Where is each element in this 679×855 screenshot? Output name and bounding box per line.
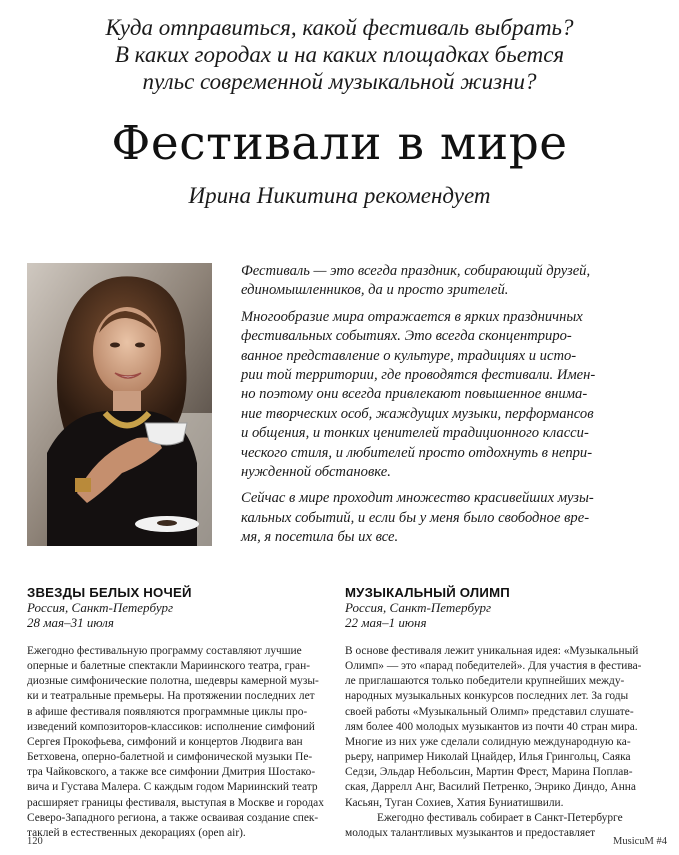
festival-line: в афише фестиваля появляются программные циклы про-: [27, 705, 308, 718]
intro-line: ческого стиля, и любителей просто отдохнуть в непри-: [241, 444, 593, 461]
festival-line: Сергея Прокофьева, симфоний и концертов Людвига ван: [27, 735, 303, 748]
lead-line: пульс современной музыкальной жизни?: [142, 69, 537, 94]
festival-description: [345, 644, 667, 841]
intro-paragraph: [241, 489, 666, 547]
festival-line: диозные симфонические полотна, шедевры камерной музы-: [27, 675, 319, 688]
lead-line: В каких городах и на каких площадках бьется: [114, 42, 565, 67]
festival-location: Россия, Санкт-Петербург: [345, 600, 492, 615]
intro-line: фестивальных событиях. Это всегда сконцентриро-: [241, 328, 572, 345]
festival-location: Россия, Санкт-Петербург: [27, 600, 174, 615]
intro-text: [241, 262, 666, 555]
festival-line: Ежегодно фестивальную программу составляют лучшие: [27, 645, 302, 657]
intro-line: Сейчас в мире проходит множество красивейших музы-: [241, 490, 594, 507]
intro-line: но поэтому они всегда привлекают повышенное внима-: [241, 386, 588, 403]
intro-paragraph: [241, 308, 666, 483]
intro-line: Многообразие мира отражается в ярких праздничных: [241, 308, 583, 325]
festival-description: [27, 644, 337, 841]
festival-line: своей работы «Музыкальный Олимп» представил слушате-: [345, 705, 634, 718]
festival-dates: 28 мая–31 июля: [27, 615, 114, 630]
intro-line: кальных событий, и если бы у меня было свободное вре-: [241, 509, 590, 526]
intro-line: мя, я посетила бы их все.: [241, 529, 399, 546]
festival-line: Касьян, Туган Сохиев, Хатия Буниатишвили.: [345, 796, 564, 809]
lead-line: Куда отправиться, какой фестиваль выбрать?: [105, 15, 574, 40]
author-photo: [27, 263, 212, 546]
festival-line: вича и Густава Малера. С каждым годом Мариинский театр: [27, 781, 318, 794]
intro-line: ванное представление о культуре, традициях и исто-: [241, 347, 577, 364]
festival-name: МУЗЫКАЛЬНЫЙ ОЛИМП: [345, 585, 510, 600]
page-number: 120: [27, 836, 43, 847]
festival-line: изведений композиторов-классиков: исполнение симфоний: [27, 720, 315, 733]
festival-line: рьеру, например Николай Цнайдер, Илья Грингольц, Саяка: [345, 751, 631, 764]
festival-line: Северо-Западного региона, а также осваивая создание спек-: [27, 811, 319, 824]
festival-line: молодых талантливых музыкантов и предоставляет: [345, 826, 596, 839]
festival-dates: 22 мая–1 июня: [345, 615, 427, 630]
intro-line: ние творческих особ, жаждущих музыки, перформансов: [241, 405, 594, 422]
festival-line: таклей в естественных декорациях (open air).: [27, 826, 246, 839]
festival-line: Седзи, Эльдар Небольсин, Мартин Фрест, Марина Поплав-: [345, 766, 633, 779]
intro-line: и общения, и тонких ценителей традиционного класси-: [241, 425, 589, 442]
festival-line: ле приглашаются только победители крупнейших между-: [345, 675, 625, 688]
festival-line: Ежегодно фестиваль собирает в Санкт-Петербурге: [377, 811, 623, 824]
festival-line: оперные и балетные спектакли Мариинского театра, гран-: [27, 660, 310, 673]
festival-name: ЗВЕЗДЫ БЕЛЫХ НОЧЕЙ: [27, 585, 192, 600]
author-photo-image: [27, 263, 212, 546]
intro-line: единомышленников, да и просто зрителей.: [241, 282, 509, 299]
festival-line: тра Чайковского, а также все симфонии Дмитрия Шостако-: [27, 766, 316, 779]
festival-music-olympus: [345, 585, 667, 841]
festival-line: ки и театральные премьеры. На протяжении последних лет: [27, 690, 315, 703]
page-subtitle: Ирина Никитина рекомендует: [188, 183, 491, 208]
festival-line: В основе фестиваля лежит уникальная идея: «Музыкальный: [345, 645, 639, 657]
lead-question: [0, 14, 679, 95]
magazine-issue: MusicuM #4: [613, 836, 667, 847]
festival-line: ская, Даррелл Анг, Василий Петренко, Энрико Диндо, Анна: [345, 781, 636, 794]
festival-line: Бетховена, оперно-балетной и симфонической музыки Пе-: [27, 751, 313, 764]
intro-line: Фестиваль — это всегда праздник, собирающий друзей,: [241, 263, 591, 279]
festival-line: Многие из них уже сделали солидную международную ка-: [345, 735, 631, 748]
festival-line: Олимп» — это «парад победителей». Для участия в фестива-: [345, 660, 642, 673]
intro-line: нужденной обстановке.: [241, 464, 391, 481]
festival-line: народных музыкальных конкурсов последних лет. За годы: [345, 690, 629, 703]
intro-line: рии той территории, где проводятся фестивали. Имен-: [241, 367, 596, 384]
festival-white-nights: [27, 585, 337, 841]
intro-paragraph: [241, 262, 666, 301]
festival-line: лям более 400 молодых музыкантов из почти 40 стран мира.: [345, 720, 638, 733]
page-title: Фестивали в мире: [111, 116, 568, 171]
festival-line: расширяет границы фестиваля, выступая в Москве и городах: [27, 796, 324, 809]
